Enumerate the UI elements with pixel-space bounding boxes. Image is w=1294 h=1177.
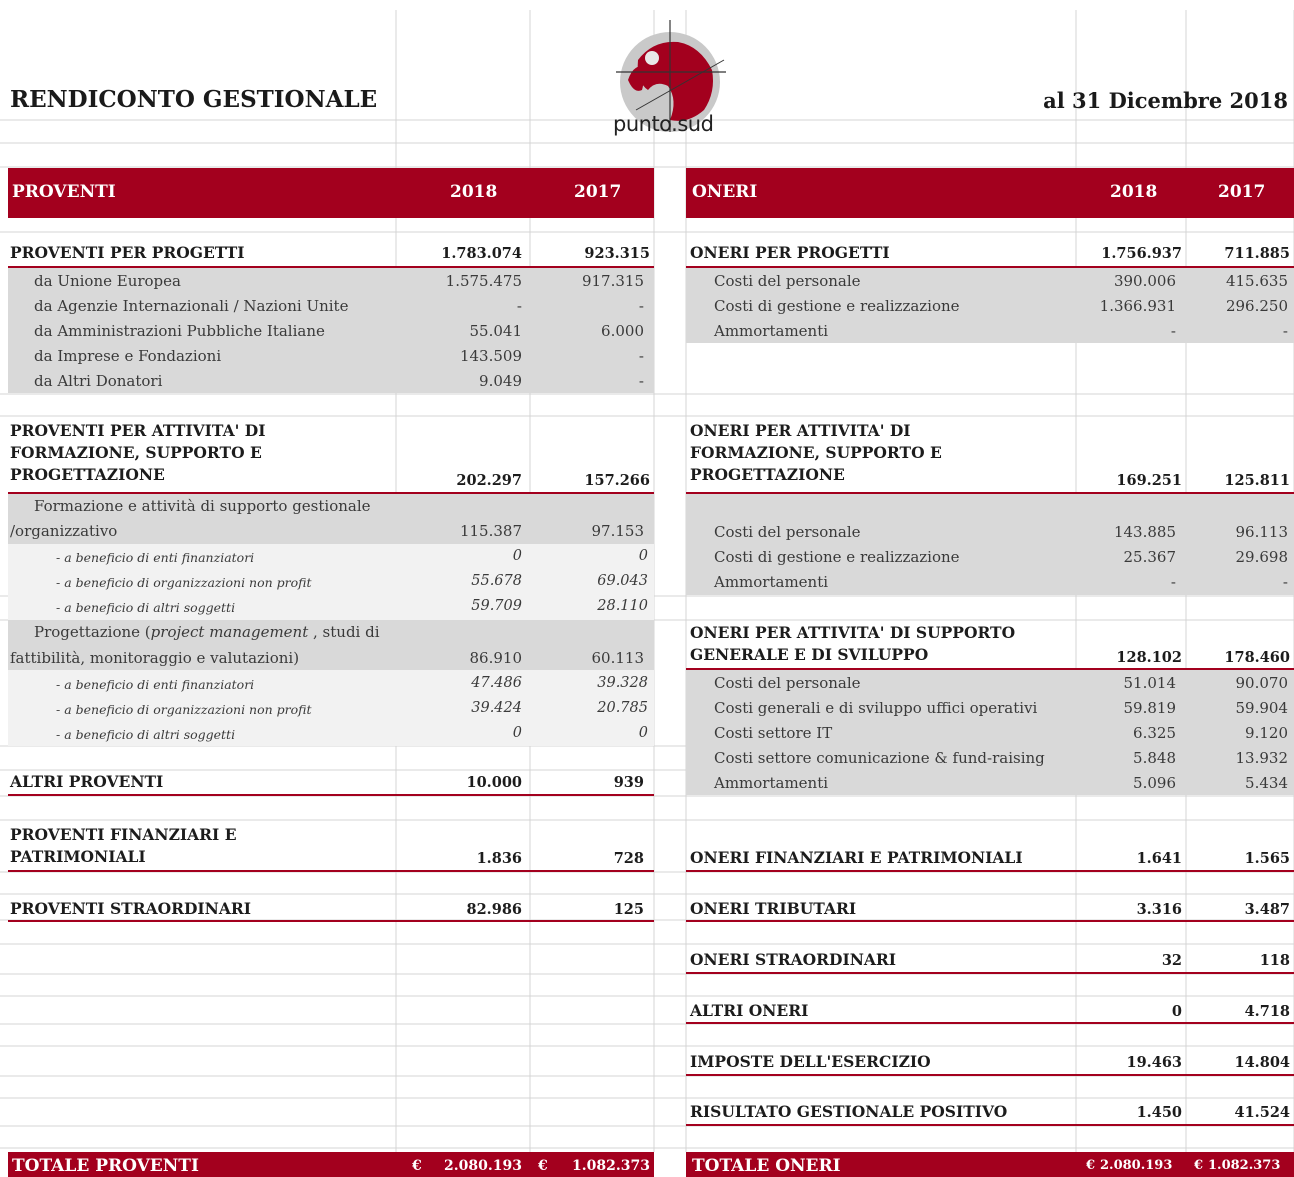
list-item-label: da Imprese e Fondazioni [34,347,222,365]
list-item-label: Costi settore comunicazione & fund-raising [714,749,1045,767]
list-item-value-2017: 39.328 [597,675,648,691]
oneri-tributari-2017: 3.487 [1244,901,1290,918]
altri-oneri-2017: 4.718 [1244,1003,1290,1020]
formazione-sub2-label-line1 [34,623,380,641]
list-item-value-2017: 96.113 [1235,523,1288,541]
oneri-formazione-label [690,420,942,486]
list-item-value-2018: 0 [512,548,522,564]
list-item-value-2018: 25.367 [1123,548,1176,566]
list-item-label: Costi settore IT [714,724,833,742]
totale-oneri-label: TOTALE ONERI [692,1156,841,1176]
formazione-sub2-label-italic: project management [150,623,309,641]
list-item-value-2018: - [1170,573,1176,591]
oneri-formazione-label-line3: PROGETTAZIONE [690,465,845,484]
page-title: RENDICONTO GESTIONALE [10,86,378,113]
list-item-value-2018: 5.096 [1133,774,1176,792]
oneri-supporto-2018: 128.102 [1116,649,1182,666]
list-item-label: - a beneficio di organizzazioni non profit [56,702,312,717]
oneri-progetti-2018: 1.756.937 [1101,245,1182,262]
list-item-label: Costi generali e di sviluppo uffici operativi [714,699,1038,717]
list-item-label: da Agenzie Internazionali / Nazioni Unite [34,297,349,315]
oneri-straordinari-2017: 118 [1259,952,1290,969]
list-item-value-2017: 28.110 [597,598,648,614]
altri-proventi-2017: 939 [613,774,644,791]
list-item-label: da Unione Europea [34,272,181,290]
section-underline [8,920,654,922]
proventi-finanziari-2017: 728 [613,850,644,867]
list-item-value-2017: 415.635 [1225,272,1288,290]
formazione-sub1-2017: 97.153 [591,522,644,540]
totale-oneri-row [686,1152,1294,1177]
list-item-value-2017: 13.932 [1235,749,1288,767]
formazione-sub2-label-a: Progettazione ( [34,623,151,641]
oneri-progetti-label: ONERI PER PROGETTI [690,243,890,262]
list-item-value-2018: 6.325 [1133,724,1176,742]
list-item-value-2018: 390.006 [1113,272,1176,290]
list-item-value-2017: 296.250 [1225,297,1288,315]
list-item-value-2018: 1.575.475 [445,272,522,290]
oneri-supporto-2017: 178.460 [1224,649,1290,666]
list-item-value-2017: 69.043 [597,573,648,589]
totale-oneri-2017: 1.082.373 [1208,1158,1281,1173]
list-item-value-2018: - [1170,322,1176,340]
euro-symbol: € [1086,1158,1096,1173]
proventi-formazione-label-line2: FORMAZIONE, SUPPORTO E [10,443,262,462]
risultato-2017: 41.524 [1234,1104,1290,1121]
section-underline [686,1022,1294,1024]
list-item-label: - a beneficio di altri soggetti [56,600,236,615]
list-item-label: Ammortamenti [714,573,829,591]
proventi-progetti-2018: 1.783.074 [441,245,522,262]
proventi-formazione-label-line1: PROVENTI PER ATTIVITA' DI [10,421,266,440]
list-item-label: - a beneficio di enti finanziatori [56,677,255,692]
oneri-supporto-label-line1: ONERI PER ATTIVITA' DI SUPPORTO [690,623,1016,642]
oneri-header-year-2018: 2018 [1110,182,1158,202]
list-item-value-2018: 9.049 [479,372,522,390]
list-item-value-2017: 90.070 [1235,674,1288,692]
proventi-formazione-2018: 202.297 [456,472,522,489]
list-item-label: da Amministrazioni Pubbliche Italiane [34,322,325,340]
list-item-value-2017: 29.698 [1235,548,1288,566]
section-underline [8,870,654,872]
list-item-value-2017: 9.120 [1245,724,1288,742]
list-item-value-2018: 59.819 [1123,699,1176,717]
oneri-progetti-2017: 711.885 [1224,245,1290,262]
list-item-value-2018: - [516,297,522,315]
list-item-label: Costi del personale [714,674,861,692]
proventi-formazione-label [10,420,265,486]
list-item-label: - a beneficio di enti finanziatori [56,550,255,565]
list-item-value-2018: 39.424 [471,700,522,716]
list-item-label: - a beneficio di organizzazioni non profit [56,575,312,590]
list-item-label: Ammortamenti [714,774,829,792]
proventi-finanziari-2018: 1.836 [476,850,522,867]
oneri-tributari-2018: 3.316 [1136,901,1182,918]
altri-proventi-2018: 10.000 [466,774,522,791]
proventi-header [8,168,654,218]
oneri-supporto-label-line2: GENERALE E DI SVILUPPO [690,645,929,664]
proventi-header-year-2018: 2018 [450,182,498,202]
oneri-finanziari-label: ONERI FINANZIARI E PATRIMONIALI [690,848,1023,867]
formazione-sub2-label-c: , studi di [308,623,380,641]
list-item-value-2017: 59.904 [1235,699,1288,717]
formazione-sub2-label-line2: fattibilità, monitoraggio e valutazioni) [10,649,300,667]
proventi-header-label: PROVENTI [12,182,116,202]
proventi-finanziari-label-line1: PROVENTI FINANZIARI E [10,825,237,844]
proventi-straordinari-2018: 82.986 [466,901,522,918]
altri-proventi-label: ALTRI PROVENTI [10,772,164,791]
list-item-value-2017: - [1282,322,1288,340]
proventi-straordinari-2017: 125 [613,901,644,918]
list-item-value-2017: 6.000 [601,322,644,340]
list-item-label: Ammortamenti [714,322,829,340]
list-item-value-2018: 55.041 [469,322,522,340]
proventi-progetti-label: PROVENTI PER PROGETTI [10,243,245,262]
proventi-finanziari-label-line2: PATRIMONIALI [10,847,146,866]
list-item-value-2018: 59.709 [471,598,522,614]
totale-proventi-2017: 1.082.373 [572,1158,650,1174]
logo-text: punto.sud [613,112,714,136]
proventi-straordinari-label: PROVENTI STRAORDINARI [10,899,251,918]
totale-proventi-row [8,1152,654,1177]
imposte-2017: 14.804 [1234,1054,1290,1071]
formazione-sub1-2018: 115.387 [459,522,522,540]
list-item-value-2018: 0 [512,725,522,741]
list-item-value-2018: 1.366.931 [1099,297,1176,315]
list-item-value-2017: - [638,347,644,365]
oneri-formazione-2017: 125.811 [1224,472,1290,489]
list-item-label: Costi del personale [714,523,861,541]
totale-proventi-label: TOTALE PROVENTI [12,1156,199,1176]
list-item-label: Costi di gestione e realizzazione [714,548,960,566]
list-item-label: Costi del personale [714,272,861,290]
list-item-value-2018: 47.486 [471,675,522,691]
list-item-value-2017: - [1282,573,1288,591]
proventi-progetti-2017: 923.315 [584,245,650,262]
section-underline [686,1074,1294,1076]
oneri-header-label: ONERI [692,182,758,202]
euro-symbol: € [1194,1158,1204,1173]
list-item-value-2017: 917.315 [581,272,644,290]
proventi-header-year-2017: 2017 [574,182,622,202]
formazione-sub1-label-line2: /organizzativo [10,522,118,540]
totale-proventi-2018: 2.080.193 [444,1158,522,1174]
section-underline [8,794,654,796]
proventi-finanziari-label [10,824,237,868]
list-item-value-2018: 55.678 [471,573,522,589]
section-underline [686,1124,1294,1126]
totale-oneri-2018: 2.080.193 [1100,1158,1173,1173]
altri-oneri-label: ALTRI ONERI [690,1001,809,1020]
section-underline [686,920,1294,922]
list-item-value-2018: 143.885 [1113,523,1176,541]
oneri-supporto-label [690,622,1015,666]
imposte-2018: 19.463 [1126,1054,1182,1071]
list-item-value-2017: 0 [638,725,648,741]
risultato-label: RISULTATO GESTIONALE POSITIVO [690,1102,1008,1121]
oneri-header [686,168,1294,218]
section-underline [686,870,1294,872]
oneri-formazione-2018: 169.251 [1116,472,1182,489]
euro-symbol: € [412,1158,422,1174]
list-item-label: - a beneficio di altri soggetti [56,727,236,742]
list-item-value-2018: 143.509 [459,347,522,365]
list-item-label: Costi di gestione e realizzazione [714,297,960,315]
oneri-finanziari-2018: 1.641 [1136,850,1182,867]
formazione-sub1-label-line1: Formazione e attività di supporto gestionale [34,497,371,515]
section-underline [686,972,1294,974]
list-item-value-2017: - [638,297,644,315]
oneri-straordinari-label: ONERI STRAORDINARI [690,950,897,969]
formazione-sub2-2017: 60.113 [591,649,644,667]
oneri-formazione-label-line1: ONERI PER ATTIVITA' DI [690,421,911,440]
altri-oneri-2018: 0 [1171,1003,1182,1020]
list-item-value-2017: 5.434 [1245,774,1288,792]
proventi-formazione-label-line3: PROGETTAZIONE [10,465,165,484]
list-item-value-2017: - [638,372,644,390]
oneri-header-year-2017: 2017 [1218,182,1266,202]
list-item-value-2018: 51.014 [1123,674,1176,692]
proventi-formazione-2017: 157.266 [584,472,650,489]
oneri-tributari-label: ONERI TRIBUTARI [690,899,857,918]
oneri-finanziari-2017: 1.565 [1244,850,1290,867]
list-item-label: da Altri Donatori [34,372,163,390]
imposte-label: IMPOSTE DELL'ESERCIZIO [690,1052,931,1071]
oneri-straordinari-2018: 32 [1161,952,1182,969]
oneri-formazione-label-line2: FORMAZIONE, SUPPORTO E [690,443,942,462]
list-item-value-2017: 0 [638,548,648,564]
risultato-2018: 1.450 [1136,1104,1182,1121]
report-date: al 31 Dicembre 2018 [1043,88,1288,113]
list-item-value-2017: 20.785 [597,700,648,716]
list-item-value-2018: 5.848 [1133,749,1176,767]
euro-symbol: € [538,1158,548,1174]
formazione-sub2-2018: 86.910 [469,649,522,667]
